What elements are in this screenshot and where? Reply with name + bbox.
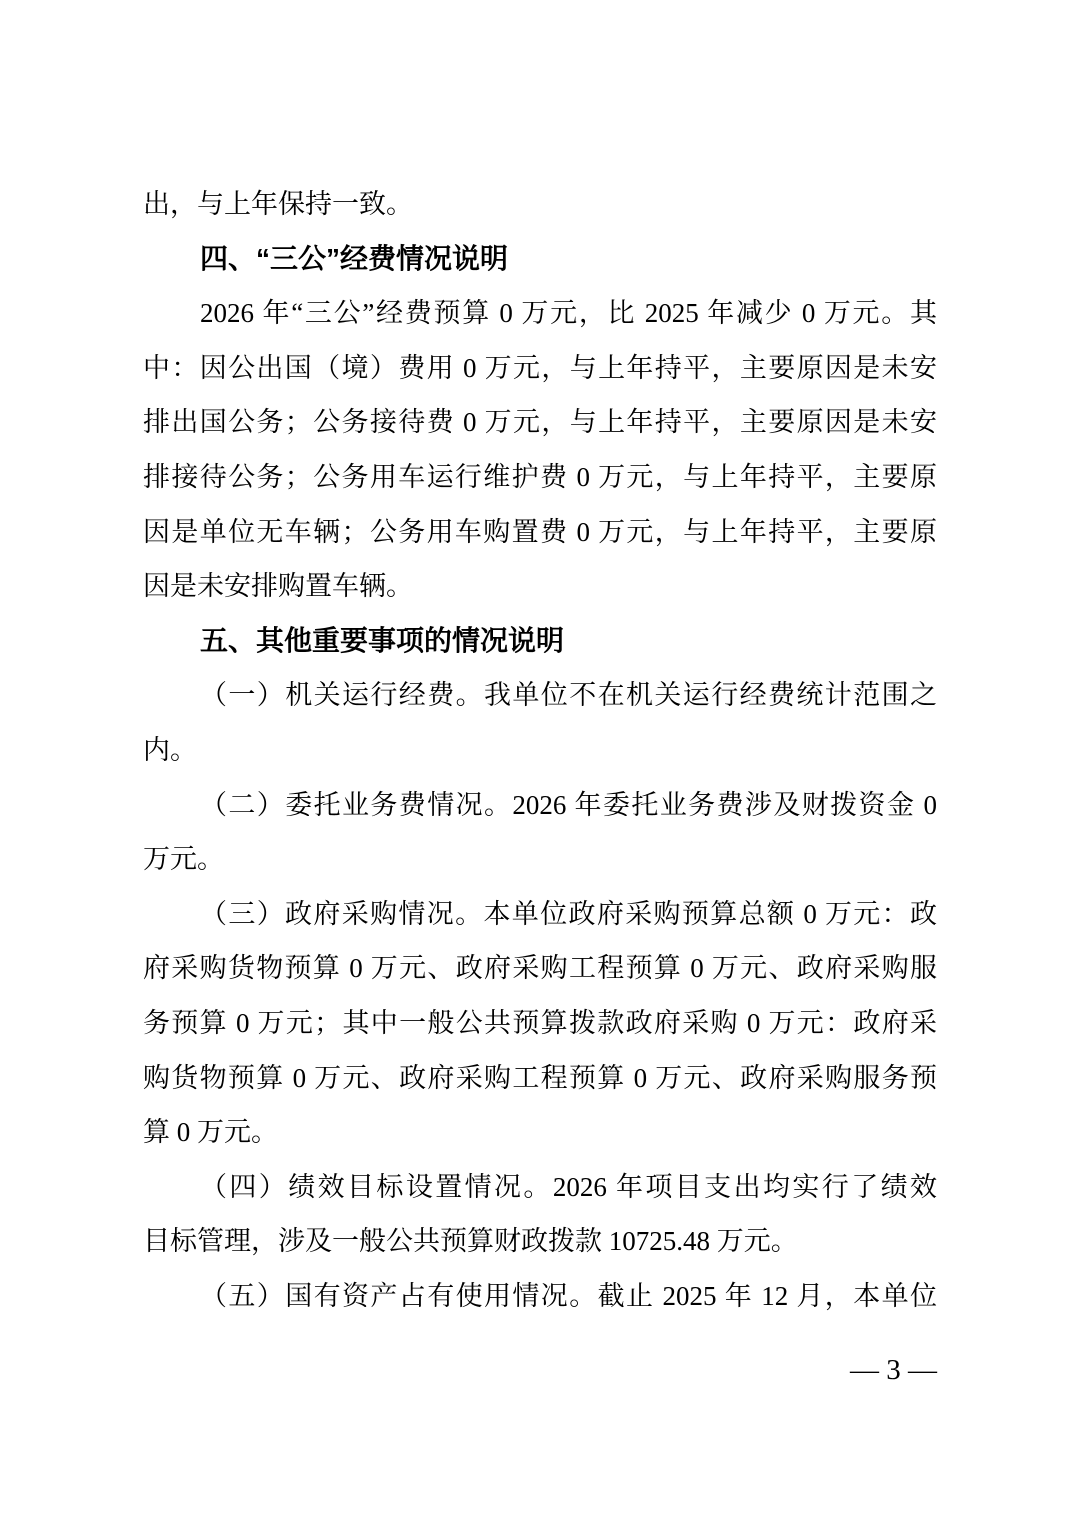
text-line: 府采购货物预算 0 万元、政府采购工程预算 0 万元、政府采购服 — [143, 953, 937, 984]
text-line: 中：因公出国（境）费用 0 万元，与上年持平，主要原因是未安 — [143, 352, 937, 383]
text-line: （四）绩效目标设置情况。2026 年项目支出均实行了绩效 — [200, 1171, 937, 1202]
text-line: （一）机关运行经费。我单位不在机关运行经费统计范围之 — [200, 680, 937, 711]
text-line: 万元。 — [143, 844, 224, 875]
text-line: 因是未安排购置车辆。 — [143, 571, 413, 602]
text-line: 目标管理，涉及一般公共预算财政拨款 10725.48 万元。 — [143, 1226, 798, 1257]
page-footer — [143, 1350, 937, 1390]
text-line: （五）国有资产占有使用情况。截止 2025 年 12 月，本单位 — [200, 1280, 937, 1311]
text-line: 2026 年“三公”经费预算 0 万元，比 2025 年减少 0 万元。其 — [200, 298, 937, 329]
text-line: 排出国公务；公务接待费 0 万元，与上年持平，主要原因是未安 — [143, 407, 937, 438]
section-heading: 四、“三公”经费情况说明 — [200, 242, 509, 274]
text-line: 购货物预算 0 万元、政府采购工程预算 0 万元、政府采购服务预 — [143, 1062, 937, 1093]
section-heading: 五、其他重要事项的情况说明 — [200, 624, 565, 656]
text-line: 因是单位无车辆；公务用车购置费 0 万元，与上年持平，主要原 — [143, 516, 937, 547]
text-line: （二）委托业务费情况。2026 年委托业务费涉及财拨资金 0 — [200, 789, 937, 820]
text-line: 内。 — [143, 734, 197, 765]
text-line: 排接待公务；公务用车运行维护费 0 万元，与上年持平，主要原 — [143, 461, 937, 492]
document-text — [143, 177, 937, 1323]
page-number: — 3 — — [850, 1354, 937, 1386]
text-line: 务预算 0 万元；其中一般公共预算拨款政府采购 0 万元：政府采 — [143, 1007, 937, 1038]
text-line: 出，与上年保持一致。 — [143, 189, 413, 219]
text-line: 算 0 万元。 — [143, 1117, 278, 1148]
text-line: （三）政府采购情况。本单位政府采购预算总额 0 万元：政 — [200, 898, 937, 929]
